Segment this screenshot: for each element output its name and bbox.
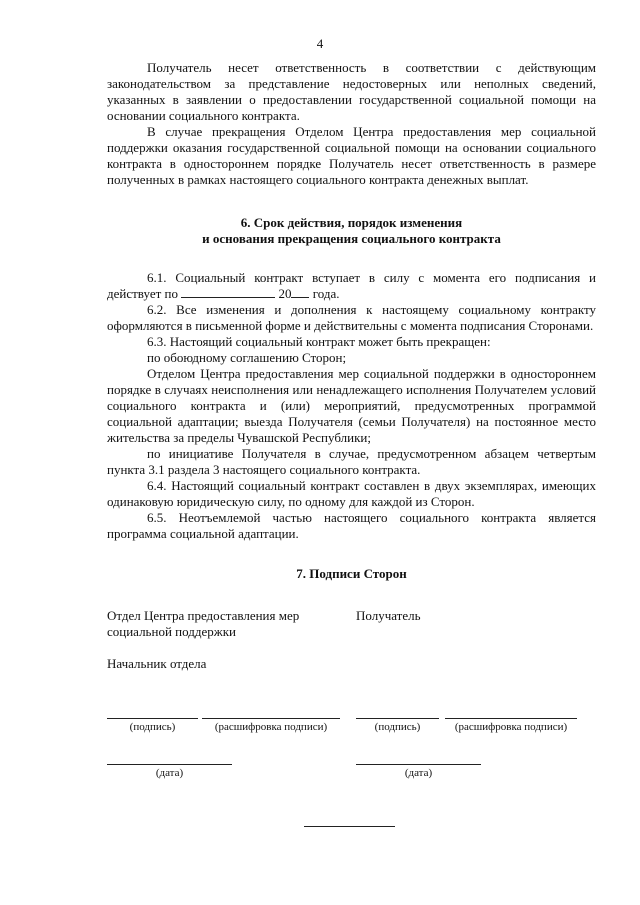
paragraph-6-4: 6.4. Настоящий социальный контракт составлен в двух экземплярах, имеющих одинаковую юридическую силу, по одному для каждой из Сторон.: [107, 478, 596, 509]
document-end-line: [304, 826, 395, 827]
right-date-line[interactable]: [356, 764, 481, 765]
paragraph-6-2: 6.2. Все изменения и дополнения к настоящему социальному контракту оформляются в письменной форме и действительны с момента подписания Сторонами.: [107, 302, 596, 333]
year-blank-field[interactable]: [291, 286, 309, 298]
left-party: [107, 608, 347, 640]
left-signature-caption: (подпись): [129, 721, 176, 733]
paragraph-6-1-text: 6.1. Социальный контракт вступает в силу с момента его подписания и действует по: [107, 270, 596, 301]
left-party-line2: социальной поддержки: [107, 624, 236, 639]
left-decoding-caption: (расшифровка подписи): [214, 721, 328, 733]
year-suffix: года.: [312, 286, 340, 301]
left-party-line1: Отдел Центра предоставления мер: [107, 608, 300, 623]
paragraph-6-3-mutual: по обоюдному соглашению Сторон;: [147, 350, 347, 365]
right-signature-line[interactable]: [356, 718, 439, 719]
paragraph-6-3: 6.3. Настоящий социальный контракт может быть прекращен:: [147, 334, 491, 349]
paragraph-liability-2: В случае прекращения Отделом Центра предоставления мер социальной поддержки оказания государственной социальной помощи на основании социального контракта в одностороннем порядке Получатель несет ответственность в размере полученных в рамках настоящего социального контракта денежных выплат.: [107, 124, 596, 187]
section-7-heading: 7. Подписи Сторон: [296, 566, 407, 581]
right-signature-caption: (подпись): [374, 721, 421, 733]
left-signature-line[interactable]: [107, 718, 198, 719]
paragraph-6-3-initiative: по инициативе Получателя в случае, предусмотренном абзацем четвертым пункта 3.1 раздела 3 настоящего социального контракта.: [107, 446, 596, 477]
left-position: Начальник отдела: [107, 656, 207, 671]
left-date-line[interactable]: [107, 764, 232, 765]
paragraph-6-1: [107, 270, 596, 302]
page-number: 4: [316, 36, 324, 51]
section-6-title-line2: и основания прекращения социального контракта: [202, 231, 501, 246]
paragraph-liability-1: Получатель несет ответственность в соответствии с действующим законодательством за представление недостоверных или неполных сведений, указанных в заявлении о предоставлении государственной социальной помощи на основании социального контракта.: [107, 60, 596, 123]
paragraph-6-3-unilateral: Отделом Центра предоставления мер социальной поддержки в одностороннем порядке в случаях неисполнения или ненадлежащего исполнения Получателем условий социального контракта и (или) мероприятий, предусмотренных программой социальной адаптации; выезда Получателя (семьи Получателя) на постоянное место жительства за пределы Чувашской Республики;: [107, 366, 596, 445]
right-date-caption: (дата): [404, 767, 433, 779]
document-body: [107, 60, 596, 582]
section-6-heading: [107, 215, 596, 247]
year-prefix: 20: [278, 286, 292, 301]
date-blank-field[interactable]: [181, 286, 275, 298]
right-decoding-line[interactable]: [445, 718, 577, 719]
right-party: Получатель: [356, 608, 421, 623]
left-date-caption: (дата): [155, 767, 184, 779]
right-decoding-caption: (расшифровка подписи): [454, 721, 568, 733]
left-decoding-line[interactable]: [202, 718, 340, 719]
section-6-title-line1: 6. Срок действия, порядок изменения: [240, 215, 463, 230]
paragraph-6-5: 6.5. Неотъемлемой частью настоящего социального контракта является программа социальной адаптации.: [107, 510, 596, 541]
